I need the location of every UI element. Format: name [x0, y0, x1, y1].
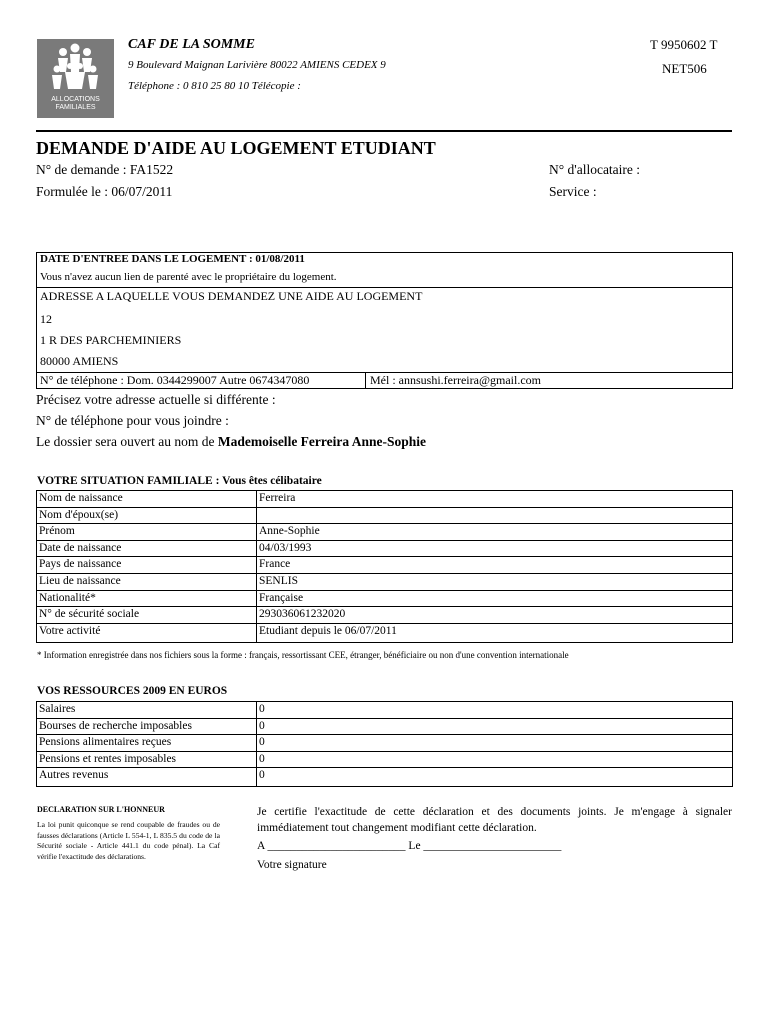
request-number: N° de demande : FA1522 — [36, 162, 174, 177]
entry-date-box — [36, 252, 733, 288]
table-row — [37, 590, 733, 607]
family-table — [36, 490, 733, 643]
table-row — [37, 735, 733, 752]
phone-email-divider — [365, 373, 366, 388]
row-label: Pays de naissance — [37, 557, 257, 574]
email-address: Mél : annsushi.ferreira@gmail.com — [370, 373, 541, 387]
row-label: N° de sécurité sociale — [37, 607, 257, 624]
row-value: 0 — [257, 751, 733, 768]
row-value: 293036061232020 — [257, 607, 733, 624]
row-value: Anne-Sophie — [257, 524, 733, 541]
row-label: Votre activité — [37, 623, 257, 642]
family-pictogram-icon — [37, 39, 114, 97]
logo-text-allocations: ALLOCATIONS — [51, 96, 100, 103]
caf-logo — [37, 39, 114, 118]
table-row — [37, 573, 733, 590]
ref-code: T 9950602 T — [650, 37, 718, 52]
row-label: Pensions alimentaires reçues — [37, 735, 257, 752]
address-line-3: 80000 AMIENS — [40, 354, 119, 368]
table-row — [37, 491, 733, 508]
table-row — [37, 507, 733, 524]
row-label: Pensions et rentes imposables — [37, 751, 257, 768]
row-label: Lieu de naissance — [37, 573, 257, 590]
row-label: Nom d'époux(se) — [37, 507, 257, 524]
row-value: Française — [257, 590, 733, 607]
nationality-footnote: * Information enregistrée dans nos fichiers sous la forme : français, ressortissant CEE, étranger, bénéficiaire ou non d'une convention internationale — [37, 650, 569, 660]
table-row — [37, 623, 733, 642]
resources-section-title: VOS RESSOURCES 2009 EN EUROS — [37, 685, 228, 697]
family-section-title: VOTRE SITUATION FAMILIALE : Vous êtes célibataire — [37, 475, 322, 487]
table-row — [37, 524, 733, 541]
row-label: Salaires — [37, 702, 257, 719]
logo-text-familiales: FAMILIALES — [55, 104, 96, 111]
declaration-legal-text: La loi punit quiconque se rend coupable de fraudes ou de fausses déclarations (Article L 554-1, L 835.5 du code de la Sécurité sociale - Article 441.1 du code pénal). La Caf vérifie l'exactitude des déclarations. — [37, 820, 220, 861]
signature-label: Votre signature — [257, 859, 327, 871]
phone-reach-prompt: N° de téléphone pour vous joindre : — [36, 413, 229, 428]
table-row — [37, 768, 733, 787]
address-header: ADRESSE A LAQUELLE VOUS DEMANDEZ UNE AIDE AU LOGEMENT — [40, 289, 423, 303]
row-value: 0 — [257, 702, 733, 719]
org-phone: Téléphone : 0 810 25 80 10 Télécopie : — [128, 80, 301, 92]
certification-text: Je certifie l'exactitude de cette déclaration et des documents joints. Je m'engage à signaler immédiatement tout changement modifiant cette déclaration. — [257, 806, 732, 834]
address-line-1: 12 — [40, 312, 52, 326]
table-row — [37, 540, 733, 557]
declaration-title: DECLARATION SUR L'HONNEUR — [37, 805, 165, 814]
org-name: CAF DE LA SOMME — [128, 37, 255, 52]
dossier-holder — [36, 434, 426, 450]
housing-address-box — [36, 287, 733, 373]
row-label: Nom de naissance — [37, 491, 257, 508]
row-label: Bourses de recherche imposables — [37, 718, 257, 735]
allocataire-number: N° d'allocataire : — [549, 162, 641, 177]
row-value: 0 — [257, 735, 733, 752]
phone-email-row — [36, 372, 733, 389]
row-label: Nationalité* — [37, 590, 257, 607]
row-label: Prénom — [37, 524, 257, 541]
table-row — [37, 751, 733, 768]
phone-numbers: N° de téléphone : Dom. 0344299007 Autre 0674347080 — [40, 373, 310, 387]
row-value: 0 — [257, 718, 733, 735]
dossier-name: Mademoiselle Ferreira Anne-Sophie — [217, 434, 427, 449]
current-address-prompt: Précisez votre adresse actuelle si différente : — [36, 392, 276, 407]
row-value: 04/03/1993 — [257, 540, 733, 557]
table-row — [37, 607, 733, 624]
row-value: Etudiant depuis le 06/07/2011 — [257, 623, 733, 642]
row-value — [257, 507, 733, 524]
row-label: Date de naissance — [37, 540, 257, 557]
no-relation-statement: Vous n'avez aucun lien de parenté avec le propriétaire du logement. — [40, 271, 337, 283]
header-rule — [36, 130, 732, 132]
net-code: NET506 — [662, 61, 707, 76]
row-value: 0 — [257, 768, 733, 787]
row-value: Ferreira — [257, 491, 733, 508]
table-row — [37, 718, 733, 735]
dossier-prefix: Le dossier sera ouvert au nom de — [36, 434, 215, 449]
service-label: Service : — [549, 184, 597, 199]
request-date: Formulée le : 06/07/2011 — [36, 184, 173, 199]
row-value: France — [257, 557, 733, 574]
org-address: 9 Boulevard Maignan Larivière 80022 AMIENS CEDEX 9 — [128, 59, 386, 71]
row-label: Autres revenus — [37, 768, 257, 787]
page-title: DEMANDE D'AIDE AU LOGEMENT ETUDIANT — [36, 138, 436, 158]
resources-table — [36, 701, 733, 787]
table-row — [37, 702, 733, 719]
address-line-2: 1 R DES PARCHEMINIERS — [40, 333, 182, 347]
place-date-line: A ________________________ Le ________________________ — [257, 840, 562, 852]
entry-date: DATE D'ENTREE DANS LE LOGEMENT : 01/08/2011 — [40, 253, 305, 265]
table-row — [37, 557, 733, 574]
row-value: SENLIS — [257, 573, 733, 590]
